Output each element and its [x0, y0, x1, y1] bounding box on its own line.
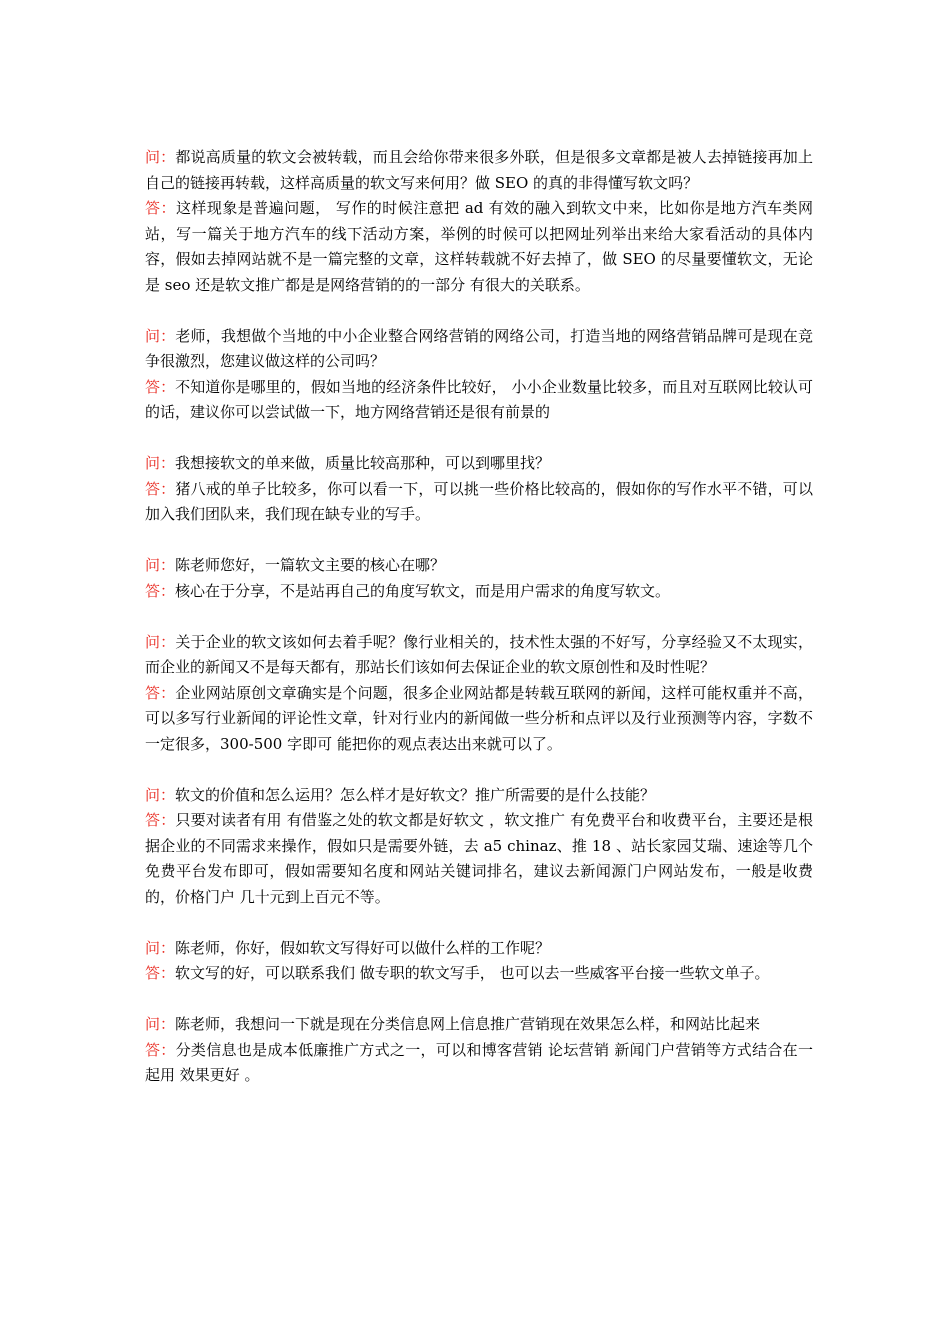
- question-text: 老师，我想做个当地的中小企业整合网络营销的网络公司，打造当地的网络营销品牌可是现在竞争很激烈，您建议做这样的公司吗？: [145, 326, 813, 370]
- question-paragraph: [145, 145, 813, 196]
- answer-paragraph: [145, 961, 813, 987]
- qa-item-7: [145, 936, 813, 987]
- answer-label: 答：: [145, 581, 176, 600]
- answer-text: 软文写的好，可以联系我们 做专职的软文写手， 也可以去一些威客平台接一些软文单子。: [175, 964, 770, 982]
- qa-item-4: [145, 553, 813, 604]
- answer-paragraph: [145, 477, 813, 528]
- question-text: 陈老师您好，一篇软文主要的核心在哪？: [175, 556, 446, 574]
- answer-label: 答：: [145, 377, 176, 396]
- answer-paragraph: [145, 681, 813, 758]
- answer-paragraph: [145, 808, 813, 910]
- question-label: 问：: [145, 326, 176, 345]
- question-paragraph: [145, 324, 813, 375]
- answer-paragraph: [145, 579, 813, 605]
- question-paragraph: [145, 783, 813, 809]
- qa-item-2: [145, 324, 813, 426]
- qa-item-1: [145, 145, 813, 298]
- answer-text: 企业网站原创文章确实是个问题，很多企业网站都是转载互联网的新闻，这样可能权重并不高，可以多写行业新闻的评论性文章，针对行业内的新闻做一些分析和点评以及行业预测等内容，字数不一定很多，300-500 字即可 能把你的观点表达出来就可以了。: [145, 683, 813, 753]
- answer-label: 答：: [145, 1040, 176, 1059]
- answer-label: 答：: [145, 479, 176, 498]
- question-label: 问：: [145, 785, 176, 804]
- answer-paragraph: [145, 1038, 813, 1089]
- question-label: 问：: [145, 632, 176, 651]
- answer-label: 答：: [145, 964, 176, 982]
- answer-text: 这样现象是普遍问题， 写作的时候注意把 ad 有效的融入到软文中来，比如你是地方汽车类网站，写一篇关于地方汽车的线下活动方案，举例的时候可以把网址列举出来给大家看活动的具体内容，假如去掉网站就不是一篇完整的文章，这样转载就不好去掉了，做 SEO 的尽量要懂软文，无论是 seo 还是软文推广都是是网络营销的的一部分 有很大的关联系。: [145, 199, 813, 294]
- document-page: [145, 145, 813, 1114]
- answer-label: 答：: [145, 683, 176, 702]
- question-paragraph: [145, 1012, 813, 1038]
- answer-paragraph: [145, 196, 813, 298]
- question-paragraph: [145, 451, 813, 477]
- question-text: 陈老师，我想问一下就是现在分类信息网上信息推广营销现在效果怎么样，和网站比起来: [175, 1015, 761, 1033]
- qa-item-3: [145, 451, 813, 528]
- question-text: 软文的价值和怎么运用？怎么样才是好软文？推广所需要的是什么技能？: [175, 785, 656, 804]
- question-label: 问：: [145, 1015, 176, 1033]
- answer-label: 答：: [145, 811, 176, 829]
- answer-label: 答：: [145, 199, 176, 217]
- answer-paragraph: [145, 375, 813, 426]
- question-label: 问：: [145, 938, 176, 957]
- qa-item-5: [145, 630, 813, 758]
- qa-item-6: [145, 783, 813, 911]
- answer-text: 猪八戒的单子比较多，你可以看一下，可以挑一些价格比较高的，假如你的写作水平不错，可以加入我们团队来，我们现在缺专业的写手。: [145, 479, 813, 523]
- question-text: 我想接软文的单来做，质量比较高那种，可以到哪里找？: [175, 454, 551, 472]
- question-paragraph: [145, 630, 813, 681]
- question-text: 关于企业的软文该如何去着手呢？像行业相关的，技术性太强的不好写，分享经验又不太现实，而企业的新闻又不是每天都有，那站长们该如何去保证企业的软文原创性和及时性呢？: [145, 632, 813, 676]
- answer-text: 只要对读者有用 有借鉴之处的软文都是好软文 ，软文推广 有免费平台和收费平台，主要还是根据企业的不同需求来操作，假如只是需要外链，去 a5 chinaz、推 18 、站长家园艾瑞、速途等几个免费平台发布即可，假如需要知名度和网站关键词排名，建议去新闻源门户网站发布，一般是收费的，价格门户 几十元到上百元不等。: [145, 811, 813, 906]
- question-paragraph: [145, 936, 813, 962]
- answer-text: 不知道你是哪里的，假如当地的经济条件比较好， 小小企业数量比较多，而且对互联网比较认可的话，建议你可以尝试做一下，地方网络营销还是很有前景的: [145, 377, 813, 421]
- question-label: 问：: [145, 556, 176, 574]
- qa-item-8: [145, 1012, 813, 1089]
- question-text: 陈老师，你好，假如软文写得好可以做什么样的工作呢？: [175, 938, 551, 957]
- question-paragraph: [145, 553, 813, 579]
- answer-text: 分类信息也是成本低廉推广方式之一，可以和博客营销 论坛营销 新闻门户营销等方式结合在一起用 效果更好 。: [145, 1040, 813, 1084]
- answer-text: 核心在于分享，不是站再自己的角度写软文，而是用户需求的角度写软文。: [175, 581, 671, 600]
- question-text: 都说高质量的软文会被转载，而且会给你带来很多外联，但是很多文章都是被人去掉链接再加上自己的链接再转载，这样高质量的软文写来何用？做 SEO 的真的非得懂写软文吗？: [145, 148, 813, 192]
- question-label: 问：: [145, 148, 176, 166]
- question-label: 问：: [145, 454, 176, 472]
